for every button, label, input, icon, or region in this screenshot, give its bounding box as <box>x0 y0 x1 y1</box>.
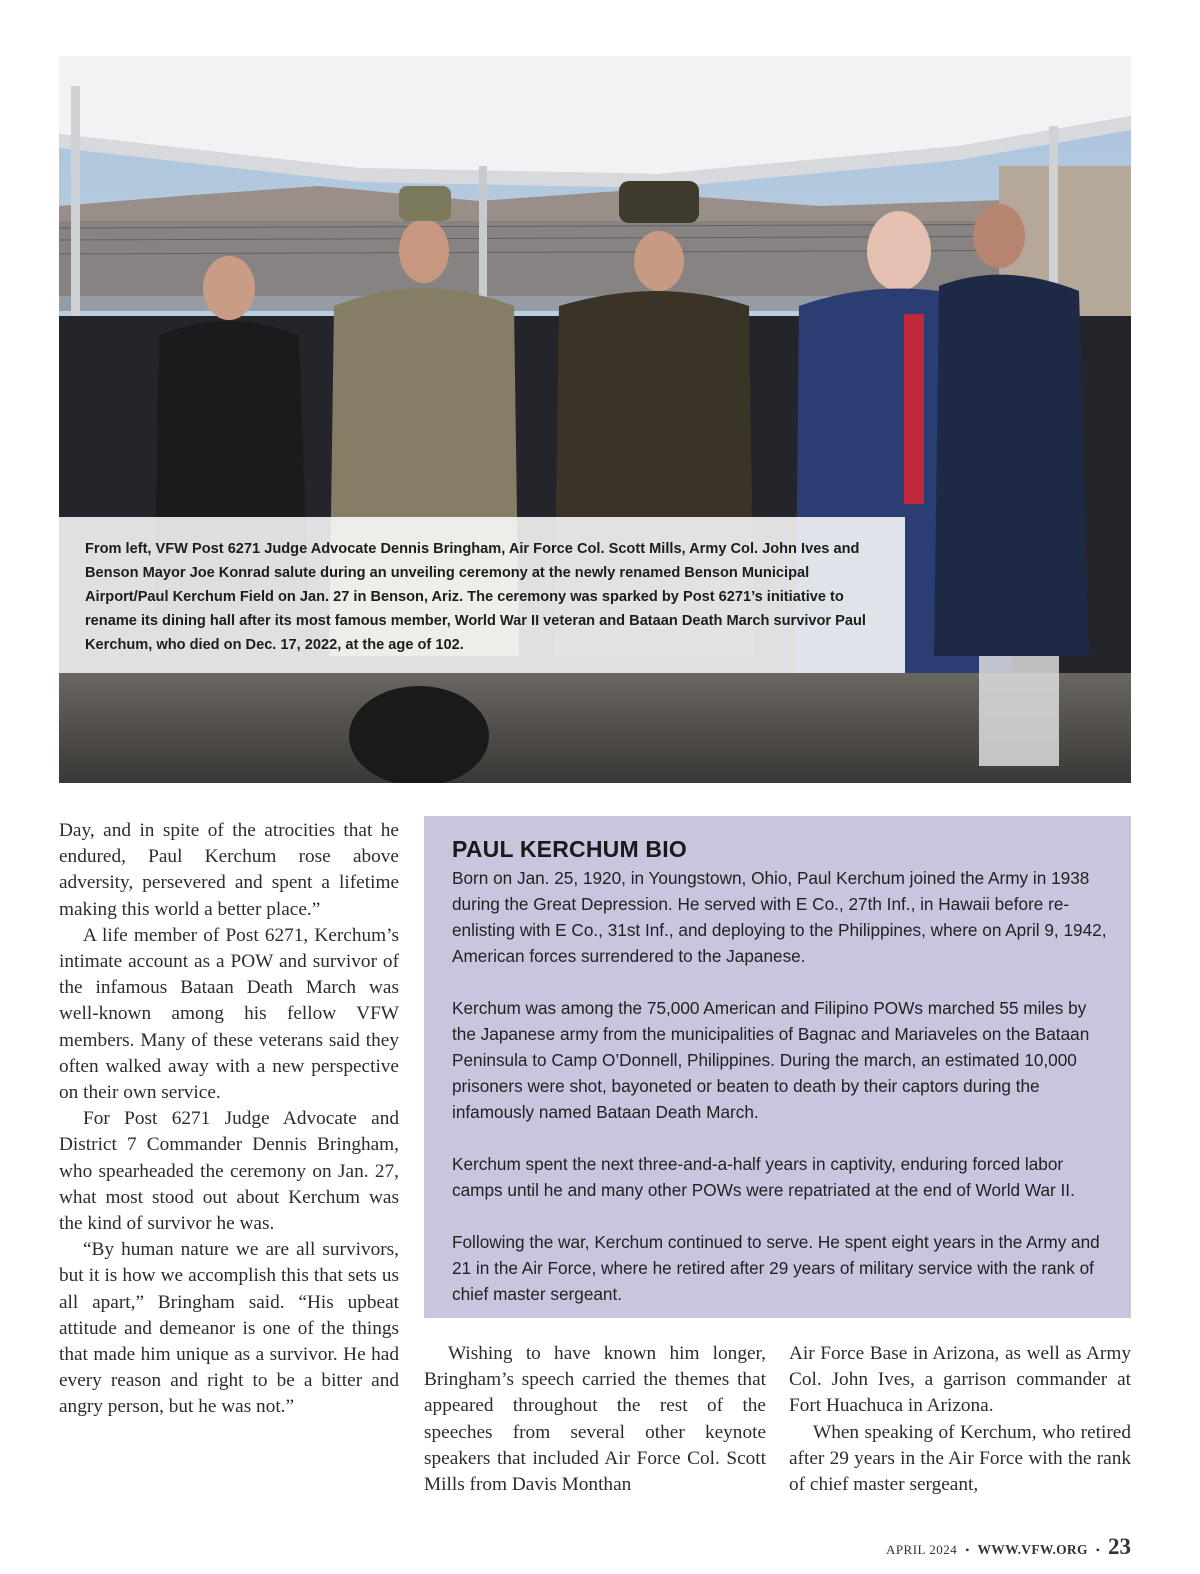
issue-date: APRIL 2024 <box>885 1542 958 1557</box>
sidebar-title: PAUL KERCHUM BIO <box>452 836 687 862</box>
website-link[interactable]: WWW.VFW.ORG <box>977 1542 1088 1557</box>
article-column-right <box>789 1341 1131 1498</box>
footer-bullet: • <box>965 1543 970 1557</box>
article-paragraph: Wishing to have known him longer, Bringham’s speech carried the themes that appeared throughout the rest of the speeches from several other keynote speakers that included Air Force Col. Scott Mills from Davis Monthan <box>424 1343 766 1496</box>
article-paragraph: When speaking of Kerchum, who retired after 29 years in the Air Force with the rank of chief master sergeant, <box>789 1421 1131 1496</box>
page-number: 23 <box>1108 1534 1131 1559</box>
article-column-left <box>59 818 399 1421</box>
article-paragraph: “By human nature we are all survivors, but it is how we accomplish this that sets us all apart,” Bringham said. “His upbeat attitude and demeanor is one of the things that made him unique as a survivor. He had every reason and right to be a bitter and angry person, but he was not.” <box>59 1239 399 1418</box>
ceremony-photo <box>59 56 1131 783</box>
photo-caption-box <box>59 517 905 673</box>
article-paragraph: Day, and in spite of the atrocities that he endured, Paul Kerchum rose above adversity, persevered and spent a lifetime making this world a better place.” <box>59 820 399 920</box>
sidebar-paragraph: Kerchum spent the next three-and-a-half years in captivity, enduring forced labor camps until he and many other POWs were repatriated at the end of World War II. <box>452 1154 1075 1200</box>
bio-sidebar <box>424 816 1131 1318</box>
footer-bullet: • <box>1095 1543 1100 1557</box>
article-paragraph: For Post 6271 Judge Advocate and District 7 Commander Dennis Bringham, who spearheaded the ceremony on Jan. 27, what most stood out about Kerchum was the kind of survivor he was. <box>59 1108 399 1235</box>
sidebar-paragraph: Born on Jan. 25, 1920, in Youngstown, Ohio, Paul Kerchum joined the Army in 1938 during the Great Depression. He served with E Co., 27th Inf., in Hawaii before re-enlisting with E Co., 31st Inf., and deploying to the Philippines, where on April 9, 1942, American forces surrendered to the Japanese. <box>452 868 1107 966</box>
article-paragraph: A life member of Post 6271, Kerchum’s intimate account as a POW and survivor of the infamous Bataan Death March was well-known among his fellow VFW members. Many of these veterans said they often walked away with a new perspective on their own service. <box>59 924 399 1104</box>
article-column-middle <box>424 1341 766 1498</box>
article-paragraph: Air Force Base in Arizona, as well as Army Col. John Ives, a garrison commander at Fort Huachuca in Arizona. <box>789 1343 1131 1417</box>
photo-illustration <box>59 56 1131 783</box>
sidebar-paragraph: Kerchum was among the 75,000 American and Filipino POWs marched 55 miles by the Japanese army from the municipalities of Bagnac and Mariaveles on the Bataan Peninsula to Camp O’Donnell, Philippines. During the march, an estimated 10,000 prisoners were shot, bayoneted or beaten to death by their captors during the infamously named Bataan Death March. <box>452 998 1090 1122</box>
sidebar-paragraph: Following the war, Kerchum continued to serve. He spent eight years in the Army and 21 in the Air Force, where he retired after 29 years of military service with the rank of chief master sergeant. <box>452 1232 1100 1304</box>
page-footer <box>886 1534 1131 1560</box>
photo-caption: From left, VFW Post 6271 Judge Advocate Dennis Bringham, Air Force Col. Scott Mills, Army Col. John Ives and Benson Mayor Joe Konrad salute during an unveiling ceremony at the newly renamed Benson Municipal Airport/Paul Kerchum Field on Jan. 27 in Benson, Ariz. The ceremony was sparked by Post 6271’s initiative to rename its dining hall after its most famous member, World War II veteran and Bataan Death March survivor Paul Kerchum, who died on Dec. 17, 2022, at the age of 102. <box>85 541 866 653</box>
